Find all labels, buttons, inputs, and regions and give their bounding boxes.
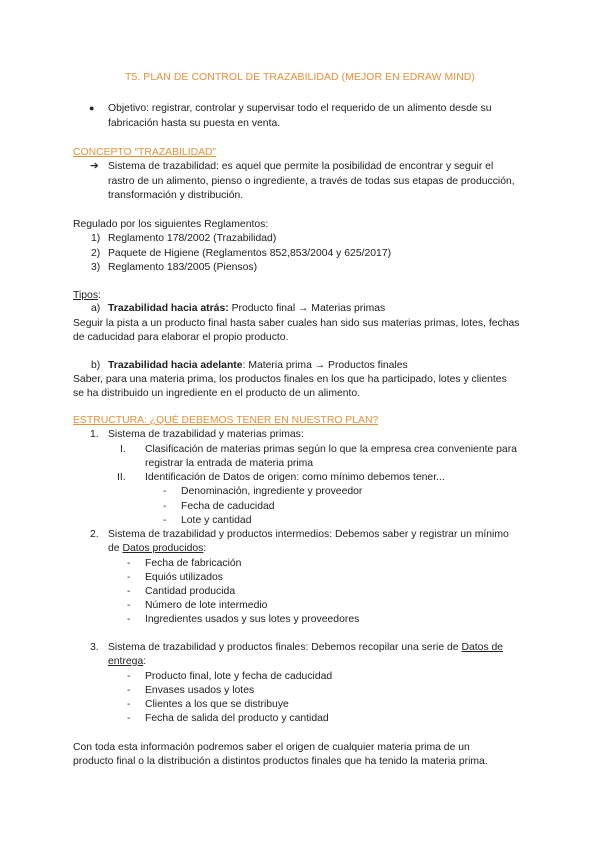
- concepto-line-1: Sistema de trazabilidad: es aquel que permite la posibilidad de encontrar y seguir el: [108, 161, 494, 172]
- dash-icon: -: [127, 600, 131, 611]
- bullet-icon: ●: [89, 103, 95, 113]
- tipo-b-label: b): [91, 360, 101, 371]
- tipo-a-label: a): [91, 303, 101, 314]
- dash-icon: -: [127, 685, 131, 696]
- arrow-icon: ➔: [90, 161, 99, 172]
- dash-icon: -: [127, 572, 131, 583]
- s3-item-1: Producto final, lote y fecha de caducidad: [145, 671, 333, 682]
- dash-icon: -: [163, 501, 167, 512]
- dash-icon: -: [163, 515, 167, 526]
- regulado-intro: Regulado por los siguientes Reglamentos:: [73, 219, 269, 230]
- s2-item-2: Equiós utilizados: [145, 572, 223, 583]
- s3-item-2: Envases usados y lotes: [145, 685, 255, 696]
- s3-item-4: Fecha de salida del producto y cantidad: [145, 713, 329, 724]
- dash-icon: -: [163, 486, 167, 497]
- dash-icon: -: [127, 558, 131, 569]
- s2-item-3: Cantidad producida: [145, 586, 236, 597]
- s1-i-line-2: registrar la entrada de materia prima: [145, 458, 314, 469]
- regulado-num-3: 3): [91, 262, 101, 273]
- regulado-item-2: Paquete de Higiene (Reglamentos 852,853/2004 y 625/2017): [108, 248, 392, 259]
- s1-i-num: I.: [120, 444, 126, 455]
- s1-ii-item-2: Fecha de caducidad: [181, 501, 275, 512]
- s2-line-1: Sistema de trazabilidad y productos intermedios: Debemos saber y registrar un mínimo: [108, 529, 509, 540]
- s2-line-2: de Datos producidos:: [108, 543, 207, 554]
- dash-icon: -: [127, 713, 131, 724]
- tipo-a-desc-1: Seguir la pista a un producto final hasta saber cuales han sido sus materias primas, lotes, fechas: [73, 318, 520, 329]
- s3-num: 3.: [90, 642, 99, 653]
- conclusion-line-1: Con toda esta información podremos saber el origen de cualquier materia prima de un: [73, 742, 470, 753]
- estructura-heading: ESTRUCTURA: ¿QUÉ DEBEMOS TENER EN NUESTRO PLAN?: [73, 415, 379, 426]
- regulado-num-1: 1): [91, 233, 101, 244]
- s1-i-line-1: Clasificación de materias primas según lo que la empresa crea conveniente para: [145, 444, 517, 455]
- s1-ii-text: Identificación de Datos de origen: como mínimo debemos tener...: [145, 472, 445, 483]
- page-title: T5. PLAN DE CONTROL DE TRAZABILIDAD (MEJOR EN EDRAW MIND): [125, 72, 475, 83]
- s2-item-5: Ingredientes usados y sus lotes y proveedores: [145, 614, 360, 625]
- s3-line-2: entrega:: [108, 656, 147, 667]
- tipo-b-desc-2: se ha distribuido un ingrediente en el producto de un alimento.: [73, 388, 361, 399]
- s3-item-3: Clientes a los que se distribuye: [145, 699, 289, 710]
- dash-icon: -: [127, 586, 131, 597]
- tipo-a-desc-2: de caducidad para elaborar el propio producto.: [73, 332, 289, 343]
- concepto-line-3: transformación y distribución.: [108, 190, 244, 201]
- concepto-line-2: rastro de un alimento, pienso o ingrediente, a través de todas sus etapas de producción,: [108, 176, 515, 187]
- s1-ii-item-3: Lote y cantidad: [181, 515, 252, 526]
- regulado-num-2: 2): [91, 248, 101, 259]
- s2-item-4: Número de lote intermedio: [145, 600, 268, 611]
- dash-icon: -: [127, 671, 131, 682]
- s3-line-1: Sistema de trazabilidad y productos finales: Debemos recopilar una serie de Datos de: [108, 642, 504, 653]
- s2-item-1: Fecha de fabricación: [145, 558, 242, 569]
- dash-icon: -: [127, 614, 131, 625]
- regulado-item-1: Reglamento 178/2002 (Trazabilidad): [108, 233, 277, 244]
- regulado-item-3: Reglamento 183/2005 (Piensos): [108, 262, 258, 273]
- dash-icon: -: [127, 699, 131, 710]
- s2-num: 2.: [90, 529, 99, 540]
- tipos-heading: Tipos:: [73, 290, 101, 301]
- tipo-b-title: Trazabilidad hacia adelante: Materia prima → Productos finales: [108, 360, 408, 371]
- conclusion-line-2: producto final o la distribución a distintos productos finales que ha tenido la materia prima.: [73, 756, 488, 767]
- s1-num: 1.: [90, 429, 99, 440]
- s1-ii-num: II.: [117, 472, 126, 483]
- objetivo-line-1: Objetivo: registrar, controlar y supervisar todo el requerido de un alimento desde su: [108, 103, 492, 114]
- tipo-a-title: Trazabilidad hacia atrás: Producto final → Materias primas: [108, 303, 386, 314]
- objetivo-line-2: fabricación hasta su puesta en venta.: [108, 118, 281, 129]
- s1-text: Sistema de trazabilidad y materias primas:: [108, 429, 304, 440]
- s1-ii-item-1: Denominación, ingrediente y proveedor: [181, 486, 363, 497]
- concepto-heading: CONCEPTO “TRAZABILIDAD”: [73, 147, 216, 158]
- tipo-b-desc-1: Saber, para una materia prima, los productos finales en los que ha participado, lotes y clientes: [73, 374, 507, 385]
